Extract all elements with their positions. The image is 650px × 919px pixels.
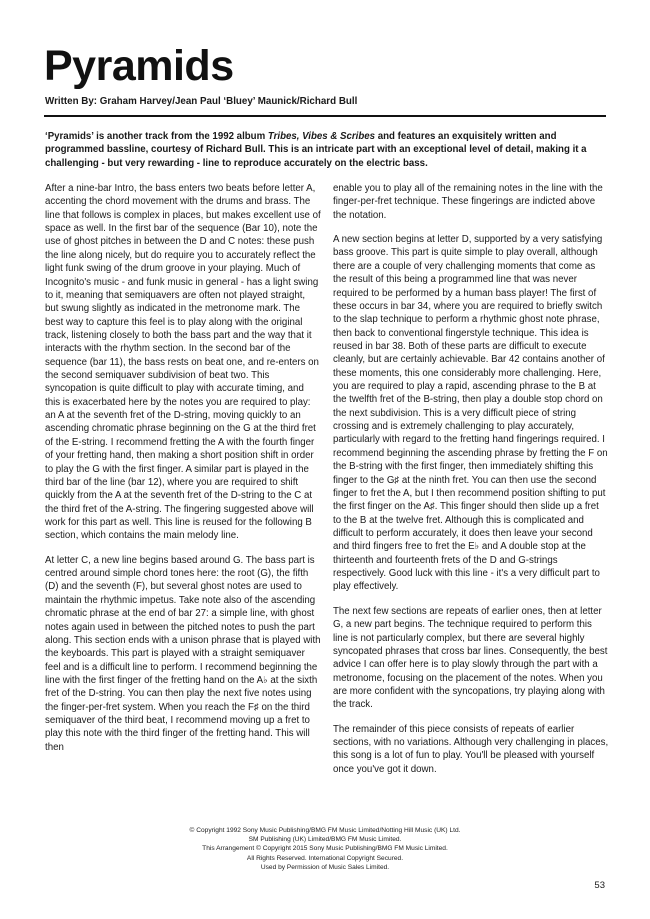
page-number: 53 bbox=[594, 880, 605, 891]
body-paragraph: After a nine-bar Intro, the bass enters two beats before letter A, accenting the chord movement with the drums and brass. The line that follows is complex in places, but makes excellent use of space as well. In the first bar of the sequence (Bar 10), note the use of ghost pitches in between the D and C notes: these push the line along nicely, but do require you to accurately reflect the light funk swing of the drum groove in your playing. Much of Incognito's music - and funk music in general - has a light swing to it, meaning that semiquavers are often not played straight, but swung slightly as indicated in the metronome mark. The best way to capture this feel is to play along with the original track, listening closely to both the bass part and the way that it interacts with the rhythm section. In the second bar of the sequence (bar 11), the bass rests on beat one, and re-enters on the second semiquaver subdivision of beat two. This syncopation is quite difficult to play with accurate timing, and this is exacerbated here by the notes you are required to play: an A at the seventh fret of the D-string, moving quickly to an ascending chromatic phrase beginning on the G at the third fret of the E-string. I recommend fretting the A with the fourth finger of your fretting hand, then making a short position shift in order to play the G with the first finger. A similar part is played in the third bar of the line (bar 12), where you are required to shift quickly from the A at the seventh fret of the D-string to the C at the third fret of the A-string. The fingering suggested above will work for this part as well. This line is reused for the following B section, which contains the main melody line. bbox=[45, 183, 321, 542]
body-paragraph: A new section begins at letter D, supported by a very satisfying bass groove. This part is quite simple to play overall, although there are a couple of very challenging moments that come as the result of this being a programmed line that was never required to be performed by a human bass player! The first of these occurs in bar 34, where you are required to briefly switch to the slap technique to perform a rhythmic ghost note phrase, then back to conventional fingerstyle technique. This idea is reused in bar 38. Both of these parts are difficult to execute cleanly, but are certainly achievable. Bar 42 contains another of these moments, this one considerably more challenging. Here, you are required to play a rapid, ascending phrase to the B at the twelfth fret of the B-string, then play a double stop chord on the next subdivision. This is a very difficult piece of string crossing and is extremely challenging to play accurately, particularly with regard to the fretting hand fingerings required. I recommend beginning the ascending phrase by fretting the F on the B-string with the first finger, then immediately shifting this finger to the G♯ at the ninth fret. You can then use the second finger to fret the A, but I then recommend position shifting to put the first finger on the A♯. This finger should then slide up a fret to the B at the twelve fret. Although this is complicated and difficult to perform accurately, it does then leave your second and third fingers free to fret the E♭ and A double stop at the thirteenth and fourteenth frets of the D and G-strings respectively. Good luck with this line - it's a very difficult part to play effectively. bbox=[333, 234, 608, 593]
title-divider bbox=[44, 115, 606, 117]
body-paragraph: At letter C, a new line begins based around G. The bass part is centred around simple chord tones here: the root (G), the fifth (D) and the seventh (F), but several ghost notes are used to maintain the rhythmic impetus. Take note also of the ascending chromatic phrase at the end of bar 27: a simple line, with ghost notes again used in between the pitched notes to push the part along. This section ends with a unison phrase that is played with the keyboards. This part is played with a straight semiquaver feel and is a difficult line to perform. I recommend beginning the line with the first finger of the fretting hand on the A♭ at the sixth fret of the D-string. You can then play the next five notes using the finger-per-fret system. When you reach the F♯ on the third semiquaver of the third beat, I recommend moving up a fret to play this note with the third finger of the fretting hand. This will then bbox=[45, 554, 321, 753]
intro-text: . This is an intricate part with an exceptional level of detail, making it a challenging - but very rewarding - line to reproduce accurately on the electric bass. bbox=[45, 144, 587, 169]
intro-text: ‘Pyramids’ is another track from the 1992 album bbox=[45, 131, 268, 142]
body-paragraph: The next few sections are repeats of earlier ones, then at letter G, a new part begins. The technique required to perform this line is not particularly complex, but there are several highly syncopated phrases that cross bar lines. Consequently, the best advice I can offer here is to play slowly through the part with a metronome, focusing on the placement of the notes. When you are more confident with the syncopations, try playing along with the track. bbox=[333, 605, 608, 711]
album-title: Tribes, Vibes & Scribes bbox=[267, 131, 376, 142]
copyright-footer bbox=[0, 826, 650, 872]
intro-text: and features an exquisitely written and programmed bassline, courtesy of bbox=[45, 131, 557, 156]
body-paragraph: The remainder of this piece consists of repeats of earlier sections, with no variations. Although very challenging in places, this song is a lot of fun to play. You'll be pleased with yourself once you've got it down. bbox=[333, 723, 609, 775]
page-title: Pyramids bbox=[44, 42, 234, 90]
copyright-line: Used by Permission of Music Sales Limited. bbox=[260, 863, 390, 871]
intro-paragraph bbox=[45, 130, 607, 170]
copyright-line: © Copyright 1992 Sony Music Publishing/BMG FM Music Limited/Notting Hill Music (UK) Ltd. bbox=[189, 827, 461, 834]
songwriter-credits: Written By: Graham Harvey/Jean Paul ‘Bluey’ Maunick/Richard Bull bbox=[45, 96, 358, 107]
left-column bbox=[45, 182, 321, 765]
right-column bbox=[333, 182, 609, 787]
copyright-line: SM Publishing (UK) Limited/BMG FM Music Limited. bbox=[248, 836, 402, 844]
body-paragraph: enable you to play all of the remaining notes in the line with the finger-per-fret technique. These fingerings are indicted above the notation. bbox=[333, 183, 603, 221]
copyright-line: All Rights Reserved. International Copyright Secured. bbox=[246, 854, 404, 862]
copyright-line: This Arrangement © Copyright 2015 Sony Music Publishing/BMG FM Music Limited. bbox=[202, 845, 448, 853]
arranger-name: Richard Bull bbox=[205, 144, 264, 156]
